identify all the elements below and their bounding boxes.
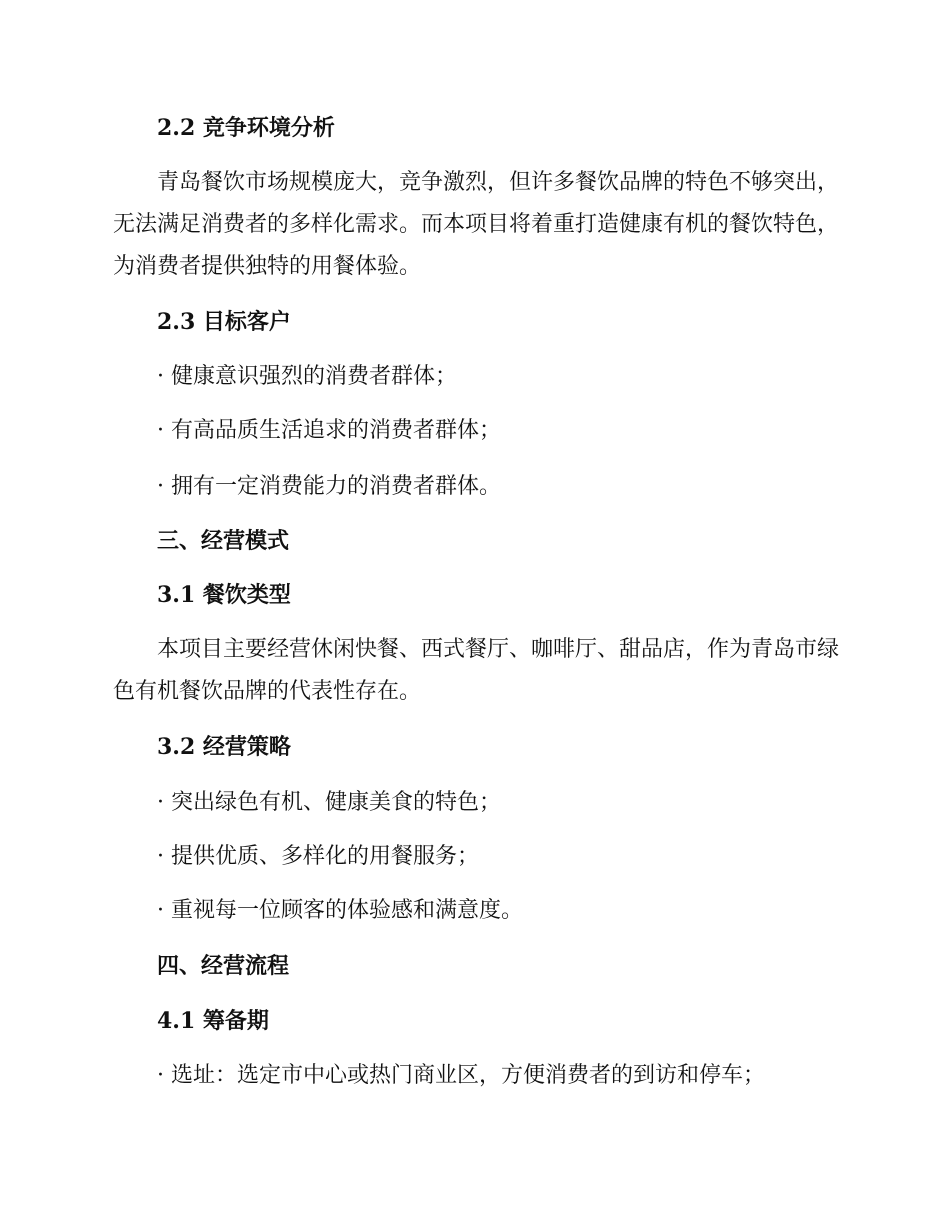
bullet-item: · 重视每一位顾客的体验感和满意度。 [157, 898, 523, 923]
section-heading-4-1: 4.1 筹备期 [157, 1008, 269, 1034]
bullet-item: · 健康意识强烈的消费者群体； [157, 364, 457, 389]
bullet-item: · 提供优质、多样化的用餐服务； [157, 844, 479, 869]
bullet-item: · 突出绿色有机、健康美食的特色； [157, 790, 501, 815]
section-heading-2-3: 2.3 目标客户 [157, 309, 291, 335]
chapter-heading-4: 四、经营流程 [157, 953, 290, 979]
paragraph-line: 为消费者提供独特的用餐体验。 [113, 254, 422, 279]
paragraph-line: 本项目主要经营休闲快餐、西式餐厅、咖啡厅、甜品店，作为青岛市绿 [157, 637, 840, 662]
paragraph-line: 青岛餐饮市场规模庞大，竞争激烈，但许多餐饮品牌的特色不够突出， [157, 170, 840, 195]
section-heading-3-1: 3.1 餐饮类型 [157, 582, 291, 608]
chapter-heading-3: 三、经营模式 [157, 528, 290, 554]
bullet-item: · 拥有一定消费能力的消费者群体。 [157, 474, 501, 499]
bullet-item: · 选址：选定市中心或热门商业区，方便消费者的到访和停车； [157, 1063, 765, 1088]
section-heading-3-2: 3.2 经营策略 [157, 734, 291, 760]
paragraph-line: 无法满足消费者的多样化需求。而本项目将着重打造健康有机的餐饮特色， [113, 212, 840, 237]
section-heading-2-2: 2.2 竞争环境分析 [157, 115, 335, 141]
bullet-item: · 有高品质生活追求的消费者群体； [157, 418, 501, 443]
paragraph-line: 色有机餐饮品牌的代表性存在。 [113, 679, 422, 704]
